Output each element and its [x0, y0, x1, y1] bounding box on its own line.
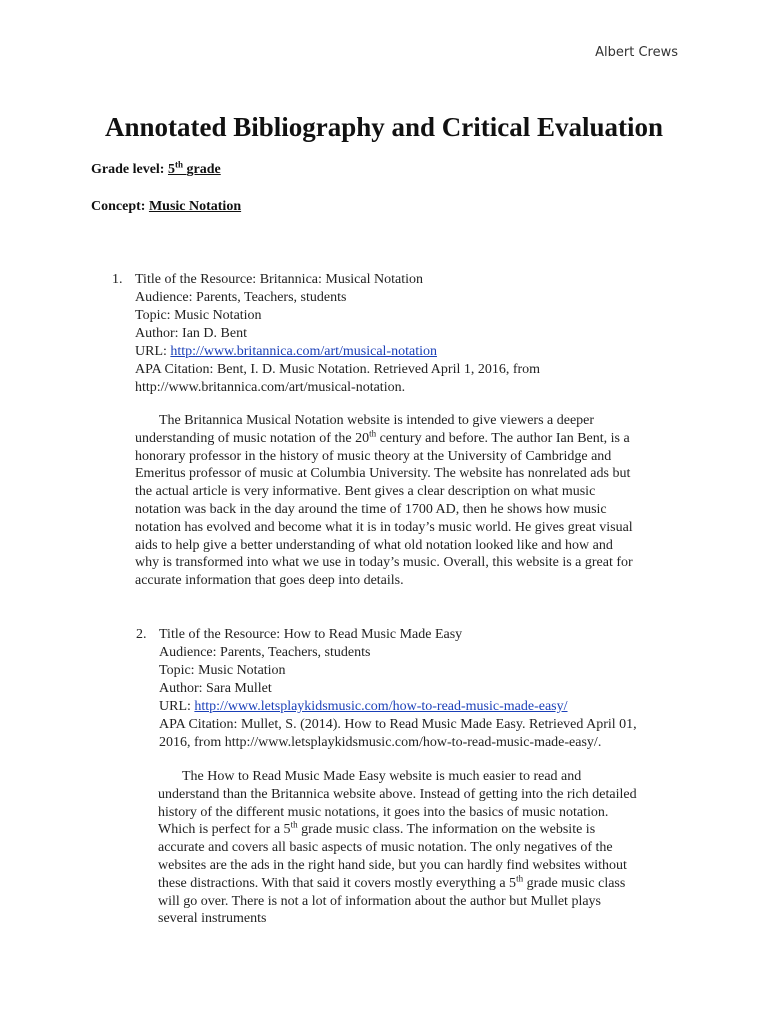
bibliography-entry [112, 271, 682, 397]
entry-apa-citation-cont: 2016, from http://www.letsplaykidsmusic.com/how-to-read-music-made-easy/. [159, 735, 602, 750]
entry-url-link[interactable]: http://www.letsplaykidsmusic.com/how-to-read-music-made-easy/ [194, 699, 568, 714]
entry-audience: Audience: Parents, Teachers, students [159, 645, 371, 660]
entry-annotation: The How to Read Music Made Easy website is much easier to read and understand than the Britannica website above. Instead of getting into the rich detailed history of the different music notations, it goes into the basics of music notation. Which is perfect for a 5th grade music class. The information on the website is accurate and covers all basic aspects of music notation. The only negatives of the websites are the ads in the right hand side, but you can hardly find websites without these distractions. With that said it covers mostly everything a 5th grade music class will go over. There is not a lot of information about the author but Mullet plays several instruments [158, 769, 637, 927]
entry-author: Author: Sara Mullet [159, 681, 272, 696]
entry-annotation: The Britannica Musical Notation website is intended to give viewers a deeper understanding of music notation of the 20th century and before. The author Ian Bent, is a honorary professor in the history of music theory at the University of Cambridge and Emeritus professor of music at Columbia University. The website has nonrelated ads but the actual article is very informative. Bent gives a clear description on what music notation was back in the day around the time of 1700 AD, then he shows how music notation has evolved and become what it is in today’s music world. He gives great visual aids to help give a better understanding of what old notation looked like and how and why is transformed into what we use in today’s music. Overall, this website is a great for accurate information that goes deep into details. [135, 413, 633, 589]
entry-topic: Topic: Music Notation [159, 663, 286, 678]
entry-url-link[interactable]: http://www.britannica.com/art/musical-notation [170, 344, 437, 359]
entry-url-line: URL: http://www.britannica.com/art/musical-notation [135, 344, 437, 359]
entry-apa-citation-cont: http://www.britannica.com/art/musical-notation. [135, 380, 406, 395]
entry-apa-citation: APA Citation: Bent, I. D. Music Notation. Retrieved April 1, 2016, from [135, 362, 541, 377]
entry-audience: Audience: Parents, Teachers, students [135, 290, 347, 305]
document-title: Annotated Bibliography and Critical Evaluation [104, 112, 664, 142]
concept-value: Music Notation [148, 199, 242, 214]
entry-apa-citation: APA Citation: Mullet, S. (2014). How to Read Music Made Easy. Retrieved April 01, [159, 717, 637, 732]
entry-number: 2. [136, 627, 147, 642]
entry-topic: Topic: Music Notation [135, 308, 262, 323]
bibliography-entry [136, 626, 706, 752]
entry-number: 1. [112, 272, 123, 287]
concept-line [91, 199, 241, 215]
header-author-name: Albert Crews [595, 45, 678, 60]
concept-label: Concept: [91, 199, 146, 214]
entry-author: Author: Ian D. Bent [135, 326, 247, 341]
grade-level-label: Grade level: [91, 162, 165, 177]
entry-title: Title of the Resource: Britannica: Musical Notation [135, 272, 423, 287]
entry-url-line: URL: http://www.letsplaykidsmusic.com/how-to-read-music-made-easy/ [159, 699, 568, 714]
grade-level-value: 5th grade [167, 159, 221, 177]
entry-title: Title of the Resource: How to Read Music Made Easy [159, 627, 463, 642]
grade-level-line [91, 159, 221, 178]
